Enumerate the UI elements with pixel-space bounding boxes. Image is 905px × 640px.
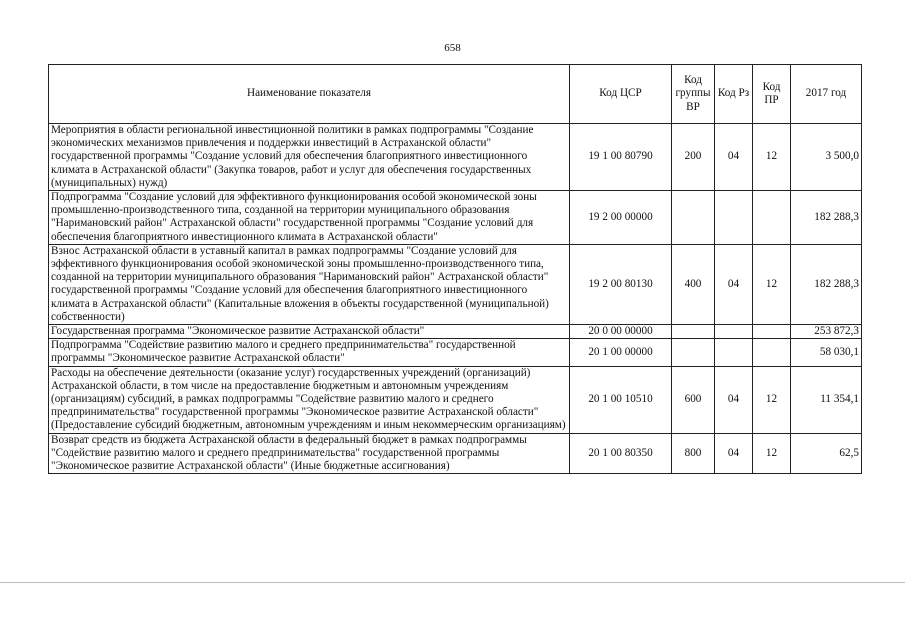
row-vr: 400 [672, 244, 715, 324]
row-amount: 182 288,3 [791, 244, 862, 324]
header-vr: Код группы ВР [672, 65, 715, 124]
row-rz: 04 [715, 124, 753, 191]
header-rz: Код Рз [715, 65, 753, 124]
row-name: Возврат средств из бюджета Астраханской области в федеральный бюджет в рамках подпрограммы "Содействие развитию малого и среднего предпринимательства" государственной программы "Экономическое развитие Астраханской области" (Иные бюджетные ассигнования) [49, 433, 570, 474]
row-amount: 58 030,1 [791, 339, 862, 366]
row-rz: 04 [715, 244, 753, 324]
table-body [49, 124, 862, 474]
row-amount: 182 288,3 [791, 191, 862, 245]
table-header-row [49, 65, 862, 124]
page-bottom-divider [0, 582, 905, 583]
row-csr: 19 1 00 80790 [570, 124, 672, 191]
row-vr [672, 325, 715, 339]
row-rz: 04 [715, 366, 753, 433]
row-name: Мероприятия в области региональной инвестиционной политики в рамках подпрограммы "Создание экономических механизмов привлечения и поддержки инвестиций в Астраханской области" государственной программы "Создание условий для обеспечения благоприятного инвестиционного климата в Астраханской области" (Закупка товаров, работ и услуг для обеспечения государственных (муниципальных) нужд) [49, 124, 570, 191]
row-pr: 12 [753, 433, 791, 474]
row-csr: 20 0 00 00000 [570, 325, 672, 339]
row-csr: 19 2 00 00000 [570, 191, 672, 245]
row-rz [715, 325, 753, 339]
row-pr [753, 339, 791, 366]
row-csr: 20 1 00 00000 [570, 339, 672, 366]
row-amount: 253 872,3 [791, 325, 862, 339]
row-pr [753, 325, 791, 339]
header-year: 2017 год [791, 65, 862, 124]
row-csr: 20 1 00 10510 [570, 366, 672, 433]
row-pr: 12 [753, 366, 791, 433]
table-row [49, 339, 862, 366]
row-csr: 20 1 00 80350 [570, 433, 672, 474]
page-number: 658 [444, 42, 461, 54]
table-row [49, 366, 862, 433]
row-pr [753, 191, 791, 245]
row-amount: 62,5 [791, 433, 862, 474]
row-vr: 800 [672, 433, 715, 474]
table-row [49, 124, 862, 191]
table-row [49, 191, 862, 245]
row-vr [672, 339, 715, 366]
row-pr: 12 [753, 244, 791, 324]
row-vr [672, 191, 715, 245]
header-pr: Код ПР [753, 65, 791, 124]
header-name: Наименование показателя [49, 65, 570, 124]
row-name: Подпрограмма "Создание условий для эффективного функционирования особой экономической зоны промышленно-производственного типа, созданной на территории муниципального образования "Наримановский район" Астраханской области" государственной программы "Создание условий для обеспечения благоприятного инвестиционного климата в Астраханской области" [49, 191, 570, 245]
header-csr: Код ЦСР [570, 65, 672, 124]
row-pr: 12 [753, 124, 791, 191]
row-rz [715, 339, 753, 366]
row-name: Подпрограмма "Содействие развитию малого и среднего предпринимательства" государственной программы "Экономическое развитие Астраханской области" [49, 339, 570, 366]
row-csr: 19 2 00 80130 [570, 244, 672, 324]
row-amount: 3 500,0 [791, 124, 862, 191]
row-name: Государственная программа "Экономическое развитие Астраханской области" [49, 325, 570, 339]
row-vr: 200 [672, 124, 715, 191]
budget-table [48, 64, 862, 474]
row-name: Взнос Астраханской области в уставный капитал в рамках подпрограммы "Создание условий для эффективного функционирования особой экономической зоны промышленно-производственного типа, созданной на территории муниципального образования "Наримановский район" Астраханской области" государственной программы "Создание условий для обеспечения благоприятного инвестиционного климата в Астраханской области" (Капитальные вложения в объекты государственной (муниципальной) собственности) [49, 244, 570, 324]
table-row [49, 433, 862, 474]
table-row [49, 325, 862, 339]
table-row [49, 244, 862, 324]
row-name: Расходы на обеспечение деятельности (оказание услуг) государственных учреждений (организаций) Астраханской области, в том числе на предоставление бюджетным и автономным учреждениям (организациям) субсидий, в рамках подпрограммы "Содействие развитию малого и среднего предпринимательства" государственной программы "Экономическое развитие Астраханской области" (Предоставление субсидий бюджетным, автономным учреждениям и иным некоммерческим организациям) [49, 366, 570, 433]
row-rz [715, 191, 753, 245]
row-vr: 600 [672, 366, 715, 433]
row-rz: 04 [715, 433, 753, 474]
row-amount: 11 354,1 [791, 366, 862, 433]
